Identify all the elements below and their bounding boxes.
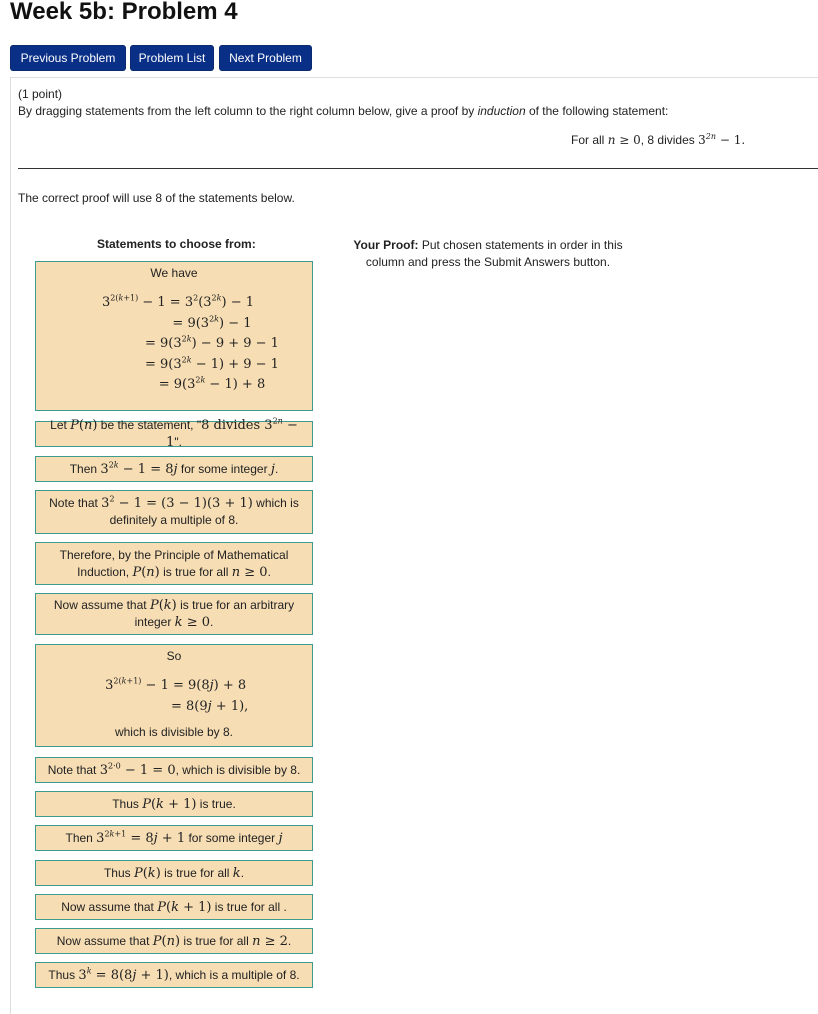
statement-card[interactable]: Then $3^{2k+1} = 8j + 1$ for some integer j [35,825,313,851]
divider [18,168,818,169]
statement-card[interactable]: Let P(n) be the statement, "8 divides $3^{2n} - 1$". [35,421,313,447]
statement-card[interactable]: Therefore, by the Principle of Mathematical Induction, P(n) is true for all n ≥ 0. [35,542,313,585]
proof-note: The correct proof will use 8 of the statements below. [18,191,295,205]
previous-problem-button[interactable]: Previous Problem [10,45,126,71]
statement-card[interactable]: Thus P(k + 1) is true. [35,791,313,817]
statement-to-prove: For all n ≥ 0, 8 divides $3^{2n} - 1$. [571,132,746,147]
statement-card[interactable] [35,261,313,411]
statement-intro: We have [150,266,198,280]
statement-card[interactable]: Then $3^{2k} - 1 = 8j$ for some integer j. [35,456,313,482]
statement-card[interactable]: Thus $3^k = 8(8j + 1)$, which is a multiple of 8. [35,962,313,988]
page-title: Week 5b: Problem 4 [10,0,238,25]
next-problem-button[interactable]: Next Problem [219,45,312,71]
points-label: (1 point) [18,87,63,101]
problem-list-button[interactable]: Problem List [130,45,214,71]
statement-card[interactable]: Now assume that P(n) is true for all n ≥ 2. [35,928,313,954]
statement-card[interactable]: Now assume that P(k) is true for an arbitrary integer k ≥ 0. [35,593,313,635]
statement-intro: So [166,649,182,663]
equation-block: $3^{2(k+1)} - 1 = 3^2(3^{2k}) - 1$ = $9(3^{2k}) - 1$ = $9(3^{2k}) - 9 + 9 - 1$ = $9(3^{2k} - 1) + 9 - 1$ = $9(3^{2k} - 1) + 8$ [101,293,279,392]
choose-heading: Statements to choose from: [97,237,256,251]
instructions: By dragging statements from the left column to the right column below, give a proof by induction of the following statement: [18,104,669,118]
your-proof-instructions: Your Proof: Put chosen statements in order in this column and press the Submit Answers button. [353,238,623,269]
statement-card[interactable] [35,644,313,747]
statement-card[interactable]: Thus P(k) is true for all k. [35,860,313,886]
statement-card[interactable]: Now assume that P(k + 1) is true for all . [35,894,313,920]
statement-outro: which is divisible by 8. [114,725,234,739]
statement-card[interactable]: Note that $3^2 - 1 = (3 - 1)(3 + 1)$ which is definitely a multiple of 8. [35,490,313,534]
equation-block: $3^{2(k+1)} - 1 = 9(8j) + 8$ = 8(9j + 1), [105,676,249,714]
proof-drop-zone[interactable] [330,270,630,1010]
statement-card[interactable]: Note that $3^{2\cdot 0} - 1 = 0$, which is divisible by 8. [35,757,313,783]
